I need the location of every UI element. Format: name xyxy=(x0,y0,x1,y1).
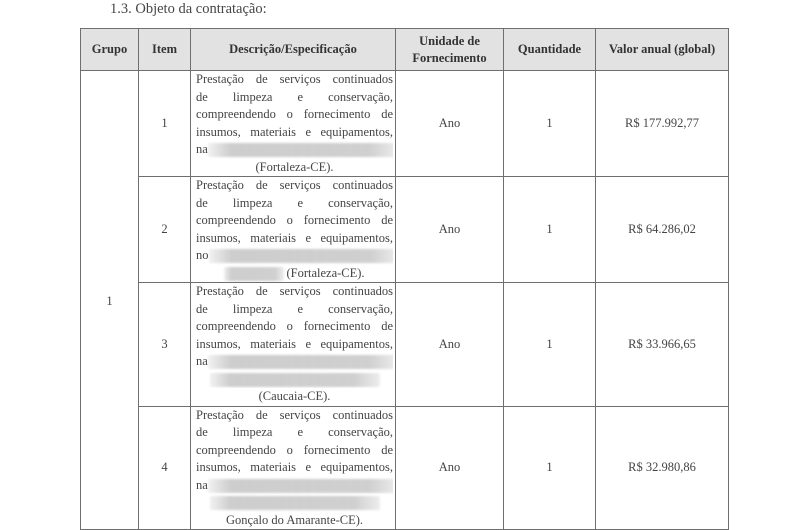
unidade-cell: Ano xyxy=(396,406,504,530)
item-description xyxy=(191,71,396,177)
description-line xyxy=(196,494,393,512)
description-line: (Caucaia-CE). xyxy=(258,389,331,403)
item-description xyxy=(191,283,396,407)
description-line: Prestação de serviços continuados xyxy=(196,407,393,422)
header-unidade xyxy=(396,29,504,71)
description-text: (Fortaleza-CE). xyxy=(286,265,365,280)
description-text: na xyxy=(196,354,208,368)
redacted-text xyxy=(224,267,284,281)
valor-cell: R$ 177.992,77 xyxy=(596,71,729,177)
description-line xyxy=(196,477,393,495)
description-line: compreendendo o fornecimento de xyxy=(196,107,393,121)
item-number: 3 xyxy=(139,283,191,407)
table-row xyxy=(81,406,729,530)
header-valor: Valor anual (global) xyxy=(596,29,729,71)
description-line: compreendendo o fornecimento de xyxy=(196,442,393,457)
description-line xyxy=(196,141,393,159)
description-line: de limpeza e conservação, xyxy=(196,195,393,210)
valor-cell: R$ 64.286,02 xyxy=(596,177,729,283)
redacted-text xyxy=(208,355,393,369)
description-line: compreendendo o fornecimento de xyxy=(196,213,393,227)
description-line xyxy=(196,247,393,265)
description-line: Prestação de serviços continuados xyxy=(196,284,393,298)
redacted-text xyxy=(208,143,393,157)
table-row xyxy=(81,283,729,407)
redacted-text xyxy=(210,373,380,387)
description-line: (Fortaleza-CE). xyxy=(255,159,334,174)
item-number: 2 xyxy=(139,177,191,283)
quantidade-cell: 1 xyxy=(504,177,596,283)
redacted-text xyxy=(208,479,393,493)
valor-cell: R$ 32.980,86 xyxy=(596,406,729,530)
item-description xyxy=(191,406,396,530)
contract-object-table xyxy=(80,28,729,530)
group-number: 1 xyxy=(81,71,139,530)
header-unidade-line1: Unidade de xyxy=(419,33,480,48)
description-text: no xyxy=(196,248,209,262)
description-line xyxy=(196,371,393,389)
description-line: insumos, materiais e equipamentos, xyxy=(196,460,393,474)
quantidade-cell: 1 xyxy=(504,406,596,530)
header-item: Item xyxy=(139,29,191,71)
description-line: Gonçalo do Amarante-CE). xyxy=(225,512,364,527)
description-text: na xyxy=(196,142,208,156)
header-descricao: Descrição/Especificação xyxy=(191,29,396,71)
redacted-text xyxy=(210,496,380,510)
section-heading: 1.3. Objeto da contratação: xyxy=(110,1,267,17)
valor-cell: R$ 33.966,65 xyxy=(596,283,729,407)
quantidade-cell: 1 xyxy=(504,283,596,407)
description-line: de limpeza e conservação, xyxy=(196,425,393,439)
description-text: na xyxy=(196,477,208,492)
header-unidade-line2: Fornecimento xyxy=(412,50,487,65)
description-line: Prestação de serviços continuados xyxy=(196,72,393,86)
description-line: de limpeza e conservação, xyxy=(196,89,393,104)
unidade-cell: Ano xyxy=(396,71,504,177)
description-line: insumos, materiais e equipamentos, xyxy=(196,336,393,351)
item-description xyxy=(191,177,396,283)
unidade-cell: Ano xyxy=(396,283,504,407)
header-quantidade: Quantidade xyxy=(504,29,596,71)
table-row xyxy=(81,71,729,177)
description-line: insumos, materiais e equipamentos, xyxy=(196,230,393,245)
quantidade-cell: 1 xyxy=(504,71,596,177)
table-row xyxy=(81,177,729,283)
description-line: de limpeza e conservação, xyxy=(196,301,393,316)
redacted-text xyxy=(209,249,394,263)
description-line xyxy=(196,353,393,371)
description-line: compreendendo o fornecimento de xyxy=(196,319,393,333)
header-grupo: Grupo xyxy=(81,29,139,71)
unidade-cell: Ano xyxy=(396,177,504,283)
description-line: Prestação de serviços continuados xyxy=(196,178,393,192)
description-line xyxy=(196,265,393,283)
description-line: insumos, materiais e equipamentos, xyxy=(196,124,393,139)
item-number: 1 xyxy=(139,71,191,177)
item-number: 4 xyxy=(139,406,191,530)
table-header-row xyxy=(81,29,729,71)
